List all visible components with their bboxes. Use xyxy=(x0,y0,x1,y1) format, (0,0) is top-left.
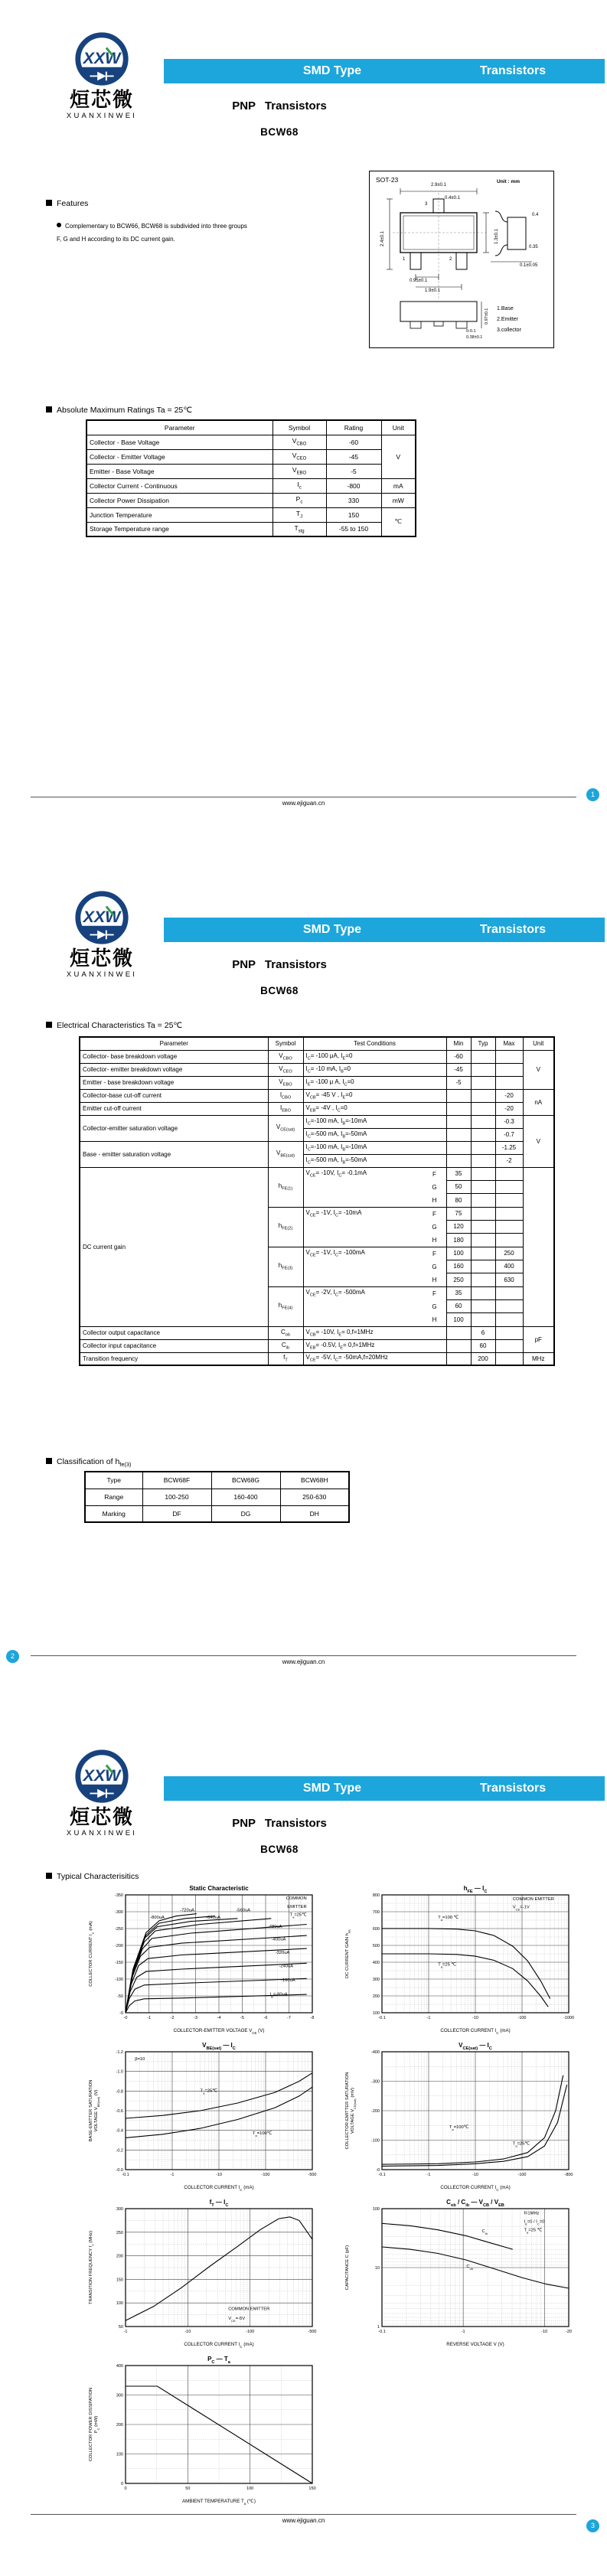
svg-text:COLLECTOR CURRENT IC (mA: COLLECTOR CURRENT $I_C$ (mA) xyxy=(440,2185,511,2192)
svg-text:IB=-80uA: $I_B=-80uA$ xyxy=(269,1992,288,1999)
svg-text:-0.4: -0.4 xyxy=(116,2128,123,2134)
svg-text:0: 0 xyxy=(124,2486,127,2491)
svg-text:-0: -0 xyxy=(123,2016,128,2020)
svg-text:-480uA: -480uA xyxy=(267,1925,282,1930)
svg-text:50: 50 xyxy=(118,2325,123,2330)
dim-front-lead-width: 0.38±0.1 xyxy=(466,335,483,340)
logo-chinese-name: 烜芯微 xyxy=(69,88,134,111)
page-number-badge: 2 xyxy=(6,1650,19,1663)
svg-text:500: 500 xyxy=(372,1944,380,1948)
svg-text:COLLECTOR CURRENT IC (mA: COLLECTOR CURRENT $I_C$ (mA) xyxy=(440,2028,511,2035)
features-section-title: Features xyxy=(46,199,88,208)
svg-text:-3: -3 xyxy=(194,2016,197,2020)
svg-text:PC (mW): $P_C$ (mW) xyxy=(94,2415,100,2434)
svg-text:-160uA: -160uA xyxy=(280,1978,295,1984)
dim-left-height: 2.4±0.1 xyxy=(380,231,385,246)
svg-text:300: 300 xyxy=(116,2393,123,2398)
svg-text:EMITTER: EMITTER xyxy=(287,1904,307,1909)
svg-text:-320uA: -320uA xyxy=(275,1951,290,1955)
svg-text:-10: -10 xyxy=(472,2173,478,2177)
svg-text:PC — Ta: $P_C$ — $T_a$ xyxy=(207,2356,230,2365)
svg-text:COLLECTOR CURRENT IC (mA: COLLECTOR CURRENT $I_C$ (mA) xyxy=(184,2342,254,2349)
svg-text:400: 400 xyxy=(116,2364,123,2369)
svg-text:-0.0: -0.0 xyxy=(116,2168,123,2173)
section-square-icon xyxy=(46,406,52,412)
pin-1-label: 1 xyxy=(403,257,406,262)
svg-text:VCE=-5V: $V_{CE}=-5V$ xyxy=(228,2316,246,2323)
dim-span: 1.9±0.1 xyxy=(425,289,440,293)
svg-text:50: 50 xyxy=(185,2486,191,2491)
section-square-icon xyxy=(46,1458,52,1464)
svg-text:COMMON: COMMON xyxy=(286,1896,307,1902)
svg-text:Ta=100 ℃: $T_a=100$ ℃ xyxy=(438,1915,459,1922)
svg-text:-100: -100 xyxy=(114,1978,123,1982)
dim-front-gap: 0-0.1 xyxy=(466,329,476,334)
features-bullet: Complementary to BCW66, BCW68 is subdivided into three groups F, G and H according to its DC current gain. xyxy=(57,223,247,243)
svg-text:TRANSITION FREQUENCY fT: TRANSITION FREQUENCY $f_T$ (MHz) xyxy=(89,2230,95,2305)
svg-text:XXW: XXW xyxy=(83,907,121,926)
package-outline-drawing xyxy=(370,171,552,346)
svg-text:-1.2: -1.2 xyxy=(116,2050,123,2055)
svg-text:-0.1: -0.1 xyxy=(378,2016,386,2020)
svg-text:fT — IC: $f_T$ — $I_C$ xyxy=(209,2199,229,2208)
logo-english-name: XUANXINWEI xyxy=(66,1828,138,1837)
footer-rule xyxy=(31,1655,576,1656)
svg-text:-2: -2 xyxy=(170,2016,175,2020)
dim-pitch: 0.95±0.1 xyxy=(410,279,428,283)
svg-text:300: 300 xyxy=(116,2207,123,2212)
dim-side-body: 0.35 xyxy=(529,245,538,249)
svg-text:VCE(sat) — IC: $V_{CE(sat)}$ — $I_C$ xyxy=(459,2042,492,2051)
chart-static-characteristic xyxy=(86,1883,323,2036)
pin-legend-emitter: 2.Emitter xyxy=(497,317,519,322)
svg-text:300: 300 xyxy=(372,1978,380,1982)
svg-text:-1: -1 xyxy=(123,2330,128,2334)
svg-text:-10: -10 xyxy=(472,2016,478,2020)
product-title: PNP Transistors xyxy=(232,1817,327,1830)
footer-url: www.ejiguan.cn xyxy=(282,800,325,807)
abs-max-ratings-table: Parameter Symbol Rating Unit Collector - Base Voltage $V_{CBO}$ -60 V Collector - Emitter Voltage $V_{CEO}$ -45 Emitter - Base Voltage $V_{EBO}$ -5 Collector Current - Continuous $I_c$ -800 mA Collector Power Dissipation $P_c$ 330 mW Junction Temperature $T_J$ 150 ℃ Storage Temperature range $T_{stg}$ -55 to 150 xyxy=(86,419,416,537)
svg-text:100: 100 xyxy=(372,2207,380,2212)
header-smd-type: SMD Type xyxy=(302,1782,362,1795)
package-name: SOT-23 xyxy=(376,176,399,184)
electrical-characteristics-table: Parameter Symbol Test Conditions Min Typ Max Unit Collector- base breakdown voltage $V_{CBO}$ $I_C= -100$ μA, $I_E=0$ -60 V Collector- emitter breakdown voltage $V_{CEO}$ $I_C= -10$ mA, $I_B=0$ -45 Emitter - base breakdown voltage $V_{EBO}$ $I_E= -100$ μ A, $I_C=0$ -5 Collector-base cut-off current $I_{CBO}$ $V_{CB}= -45$ V , $I_E=0$ -20 nA Emitter cut-off current $I_{EBO}$ $V_{EB}= -4V$ , $I_C=0$ -20 Collector-emitter saturation voltage $V_{CE(sat)}$ $I_C=-100$ mA, $I_B=-10mA$ -0.3 V $I_C=-500$ mA, $I_B=-50mA$ -0.7 Base - emitter saturation voltage $V_{BE(sat)}$ $I_C=-100$ mA, $I_B=-10mA$ -1.25 $I_C=-500$ mA, $I_B=-50mA$ -2 DC current gain $h_{FE(1)}$ $V_{CE}= -10V$, $I_C= -0.1mA$ F G H 35 50 80 $h_{FE(2)}$ $V_{CE}= -1V$, $I_C= -10mA$ F G H 75 120 180 $h_{FE(3)}$ $V_{CE}= -1V$, $I_C= -100mA$ F G H 100 250 160 400 250 630 $h_{FE(4)}$ $V_{CE}= -2V$, $I_C= -500mA$ F G H 35 60 100 Collector output capacitance $C_{ob}$ $V_{CB}= -10V$, $I_E= 0,f=1MHz$ 6 pF Collector input capacitance $C_{ib}$ $V_{EB}= -0.5V$, $I_E= 0,f=1MHz$ 60 Transition frequency $f_T$ $V_{CE}= -5V$, $I_C= -50mA,f=20MHz$ 200 MHz xyxy=(79,1036,555,1366)
svg-text:Ta=100℃: $T_a=100℃$ xyxy=(252,2131,272,2137)
section-square-icon xyxy=(46,1873,52,1879)
ec-section-title: Electrical Characteristics Ta = 25℃ xyxy=(46,1021,182,1030)
svg-text:200: 200 xyxy=(372,1994,380,1999)
svg-text:-0.2: -0.2 xyxy=(116,2148,123,2154)
svg-text:800: 800 xyxy=(372,1893,380,1898)
page-1 xyxy=(0,0,607,859)
svg-text:Ta=25 ℃: $T_a=25$ ℃ xyxy=(438,1962,456,1968)
dim-right-height: 1.3±0.1 xyxy=(494,229,499,244)
svg-text:-10: -10 xyxy=(184,2330,191,2334)
chart-capacitance-vs-voltage xyxy=(342,2196,579,2349)
svg-text:Cib: $C_{ib}$ xyxy=(481,2229,488,2235)
svg-text:-0.8: -0.8 xyxy=(116,2089,123,2095)
svg-text:CAPACITANCE C (pF): CAPACITANCE C (pF) xyxy=(345,2245,350,2291)
svg-text:COLLECTOR-EMITTER SATURATION: COLLECTOR-EMITTER SATURATION xyxy=(345,2072,350,2150)
chart-ft-vs-ic xyxy=(86,2196,323,2349)
svg-text:f=1MHz: f=1MHz xyxy=(524,2211,540,2216)
pin-3-label: 3 xyxy=(425,202,428,207)
svg-text:-400uA: -400uA xyxy=(271,1937,286,1942)
svg-text:COMMON EMITTER: COMMON EMITTER xyxy=(228,2307,270,2312)
package-unit: Unit : mm xyxy=(497,179,520,184)
product-part-number: BCW68 xyxy=(260,126,299,138)
dim-lead: 0.4±0.1 xyxy=(445,196,460,201)
svg-text:-1: -1 xyxy=(426,2016,431,2020)
product-title: PNP Transistors xyxy=(232,99,327,112)
header-bar xyxy=(164,59,605,83)
svg-text:-0.1: -0.1 xyxy=(122,2173,129,2177)
svg-text:-100: -100 xyxy=(370,2138,380,2144)
svg-text:100: 100 xyxy=(246,2486,254,2491)
svg-text:VOLTAGE VBE(sat) (V): VOLTAGE $V_{BE(sat)}$ (V) xyxy=(94,2089,100,2132)
svg-text:Ta=25℃: $T_a=25℃$ xyxy=(512,2141,530,2148)
svg-text:-5: -5 xyxy=(240,2016,244,2020)
svg-text:-500: -500 xyxy=(308,2330,317,2334)
logo-english-name: XUANXINWEI xyxy=(66,970,138,979)
svg-text:-500: -500 xyxy=(308,2173,317,2177)
svg-text:-0: -0 xyxy=(119,2011,123,2016)
svg-text:Cob: $C_{ob}$ xyxy=(466,2265,474,2271)
logo-english-name: XUANXINWEI xyxy=(66,111,138,120)
svg-text:-1: -1 xyxy=(170,2173,175,2177)
svg-text:-350: -350 xyxy=(114,1893,123,1898)
svg-text:700: 700 xyxy=(372,1910,380,1915)
svg-text:-240uA: -240uA xyxy=(279,1964,294,1969)
svg-text:Ta=25℃: $T_a=25℃$ xyxy=(200,2089,217,2095)
svg-text:-200: -200 xyxy=(114,1944,123,1948)
svg-text:250: 250 xyxy=(116,2230,123,2235)
header-transistors: Transistors xyxy=(479,923,547,936)
page-number-badge: 3 xyxy=(586,2519,599,2532)
svg-text:200: 200 xyxy=(116,2423,123,2428)
svg-text:-800uA: -800uA xyxy=(150,1915,165,1920)
svg-text:AMBIENT TEMPERATURE Ta (℃): AMBIENT TEMPERATURE $T_a$ (℃) xyxy=(182,2499,256,2506)
svg-text:-560uA: -560uA xyxy=(236,1908,251,1913)
logo-mark-icon xyxy=(72,31,132,89)
svg-text:-8: -8 xyxy=(310,2016,315,2020)
svg-text:10: 10 xyxy=(374,2266,380,2271)
package-drawing-panel xyxy=(369,171,554,348)
svg-text:-640uA: -640uA xyxy=(206,1915,221,1920)
svg-text:VOLTAGE VCE(sat) (mV): VOLTAGE $V_{CE(sat)}$ (mV) xyxy=(351,2088,357,2134)
svg-text:400: 400 xyxy=(372,1961,380,1965)
classification-table: Type BCW68F BCW68G BCW68H Range 100-250 160-400 250-630 Marking DF DG DH xyxy=(84,1471,350,1523)
page-3 xyxy=(0,1717,607,2576)
svg-text:-150: -150 xyxy=(114,1961,123,1965)
typical-characteristics-title: Typical Characterisitics xyxy=(46,1872,139,1881)
svg-text:Ta=25 ℃: $T_a=25$ ℃ xyxy=(524,2228,543,2234)
svg-text:100: 100 xyxy=(116,2452,123,2457)
svg-text:-6: -6 xyxy=(263,2016,268,2020)
page-number-badge: 1 xyxy=(586,788,599,801)
svg-text:-100: -100 xyxy=(261,2173,270,2177)
svg-text:COLLECTOR POWER DISSIPATION: COLLECTOR POWER DISSIPATION xyxy=(89,2387,93,2462)
product-title: PNP Transistors xyxy=(232,958,327,971)
svg-text:200: 200 xyxy=(116,2254,123,2259)
svg-text:0: 0 xyxy=(120,2482,123,2486)
svg-text:COLLECTOR CURRENT IC (mA): COLLECTOR CURRENT $I_C$ (mA) xyxy=(89,1921,95,1987)
dim-side-lead: 0.4 xyxy=(532,213,539,217)
page-2 xyxy=(0,859,607,1717)
header-transistors: Transistors xyxy=(479,1782,547,1795)
svg-text:BASE-EMITTER SATURATION: BASE-EMITTER SATURATION xyxy=(89,2079,93,2142)
svg-text:-400: -400 xyxy=(370,2050,380,2055)
svg-text:-250: -250 xyxy=(114,1927,123,1932)
header-smd-type: SMD Type xyxy=(302,923,362,936)
svg-text:-1: -1 xyxy=(147,2016,151,2020)
svg-text:-0.1: -0.1 xyxy=(378,2173,386,2177)
logo-monogram: XXW xyxy=(83,48,121,67)
svg-text:-20: -20 xyxy=(566,2330,572,2334)
svg-text:Cob / Cib — VCB / VEB: $C_{ob} / C_{ib}$ — $V_{CB} / V_{EB}$ xyxy=(446,2199,504,2208)
classification-section-title: Classification of $h_{fe(3)}$ xyxy=(46,1457,131,1468)
footer-url: www.ejiguan.cn xyxy=(282,2517,325,2524)
svg-text:100: 100 xyxy=(116,2301,123,2307)
chart-pc-vs-ta xyxy=(86,2353,323,2506)
svg-text:-50: -50 xyxy=(117,1994,123,1999)
product-part-number: BCW68 xyxy=(260,1844,299,1855)
svg-text:β=10: β=10 xyxy=(135,2056,145,2062)
svg-text:-0.1: -0.1 xyxy=(378,2330,386,2334)
svg-text:COLLECTOR CURRENT IC (mA): COLLECTOR CURRENT $I_C$ (mA) xyxy=(184,2185,254,2192)
logo-mark-icon xyxy=(72,889,132,947)
svg-text:-300: -300 xyxy=(114,1910,123,1915)
svg-text:hFE — IC: $h_{FE}$ — $I_C$ xyxy=(463,1885,488,1894)
chart-vbe-sat-vs-ic xyxy=(86,2040,323,2193)
svg-text:-1: -1 xyxy=(461,2330,465,2334)
svg-text:Static Characteristic: Static Characteristic xyxy=(189,1885,249,1892)
logo-chinese-name: 烜芯微 xyxy=(69,947,134,970)
svg-text:-4: -4 xyxy=(217,2016,221,2020)
svg-text:VCE=-1V: $V_{CE}=-1V$ xyxy=(512,1905,530,1912)
svg-text:Ta=100℃: $T_a=100℃$ xyxy=(449,2125,469,2131)
svg-text:150: 150 xyxy=(308,2486,316,2491)
svg-text:COMMON EMITTER: COMMON EMITTER xyxy=(512,1896,554,1902)
chart-vce-sat-vs-ic xyxy=(342,2040,579,2193)
svg-text:-10: -10 xyxy=(541,2330,548,2334)
svg-text:VBE(sat) — IC: $V_{BE(sat)}$ — $I_C$ xyxy=(202,2042,236,2051)
bullet-icon xyxy=(57,223,61,227)
svg-text:-0: -0 xyxy=(376,2168,380,2173)
svg-text:REVERSE VOLTAGE V (V): REVERSE VOLTAGE V (V) xyxy=(446,2342,504,2347)
svg-text:Ta=25℃: $T_a=25℃$ xyxy=(289,1912,307,1919)
chart-hfe-vs-ic xyxy=(342,1883,579,2036)
svg-text:-1.0: -1.0 xyxy=(116,2069,123,2075)
svg-text:-200: -200 xyxy=(370,2109,380,2114)
svg-text:150: 150 xyxy=(116,2278,123,2283)
logo-chinese-name: 烜芯微 xyxy=(69,1805,134,1828)
svg-text:-800: -800 xyxy=(564,2173,573,2177)
svg-text:-100: -100 xyxy=(517,2016,527,2020)
section-square-icon xyxy=(46,1022,52,1028)
svg-text:-1000: -1000 xyxy=(563,2016,575,2020)
header-smd-type: SMD Type xyxy=(302,64,362,77)
header-transistors: Transistors xyxy=(479,64,547,77)
svg-text:100: 100 xyxy=(372,2011,380,2016)
dim-standoff: 0.1±0.05 xyxy=(520,263,538,268)
svg-text:-0.6: -0.6 xyxy=(116,2109,123,2114)
svg-text:-300: -300 xyxy=(370,2079,380,2085)
svg-text:600: 600 xyxy=(372,1927,380,1932)
header-bar xyxy=(164,1776,605,1801)
svg-text:-7: -7 xyxy=(287,2016,291,2020)
footer-url: www.ejiguan.cn xyxy=(282,1658,325,1665)
svg-text:DC CURRENT GAIN hFE: DC CURRENT GAIN $h_{FE}$ xyxy=(345,1929,351,1979)
header-bar xyxy=(164,918,605,942)
dim-top-width: 2.9±0.1 xyxy=(431,183,446,187)
svg-text:-10: -10 xyxy=(216,2173,222,2177)
pin-legend-collector: 3.collector xyxy=(497,328,521,333)
svg-text:-100: -100 xyxy=(246,2330,255,2334)
footer-rule xyxy=(31,2514,576,2515)
svg-text:1: 1 xyxy=(377,2325,380,2330)
section-square-icon xyxy=(46,200,52,206)
logo-mark-icon xyxy=(72,1748,132,1806)
amr-section-title: Absolute Maximum Ratings Ta = 25℃ xyxy=(46,406,192,415)
svg-text:XXW: XXW xyxy=(83,1766,121,1785)
svg-text:IE=0 / IC=0: $I_E=0 / I_C=0$ xyxy=(524,2219,545,2225)
svg-text:-1: -1 xyxy=(426,2173,431,2177)
svg-text:-100: -100 xyxy=(517,2173,527,2177)
svg-text:-720uA: -720uA xyxy=(180,1908,194,1913)
svg-text:COLLECTOR-EMITTER VOLTAGE V: COLLECTOR-EMITTER VOLTAGE $V_{CE}$ (V) xyxy=(173,2028,265,2035)
pin-2-label: 2 xyxy=(449,257,452,262)
pin-legend-base: 1.Base xyxy=(497,306,514,311)
dim-front-height: 0.97±0.1 xyxy=(485,308,489,324)
product-part-number: BCW68 xyxy=(260,985,299,996)
